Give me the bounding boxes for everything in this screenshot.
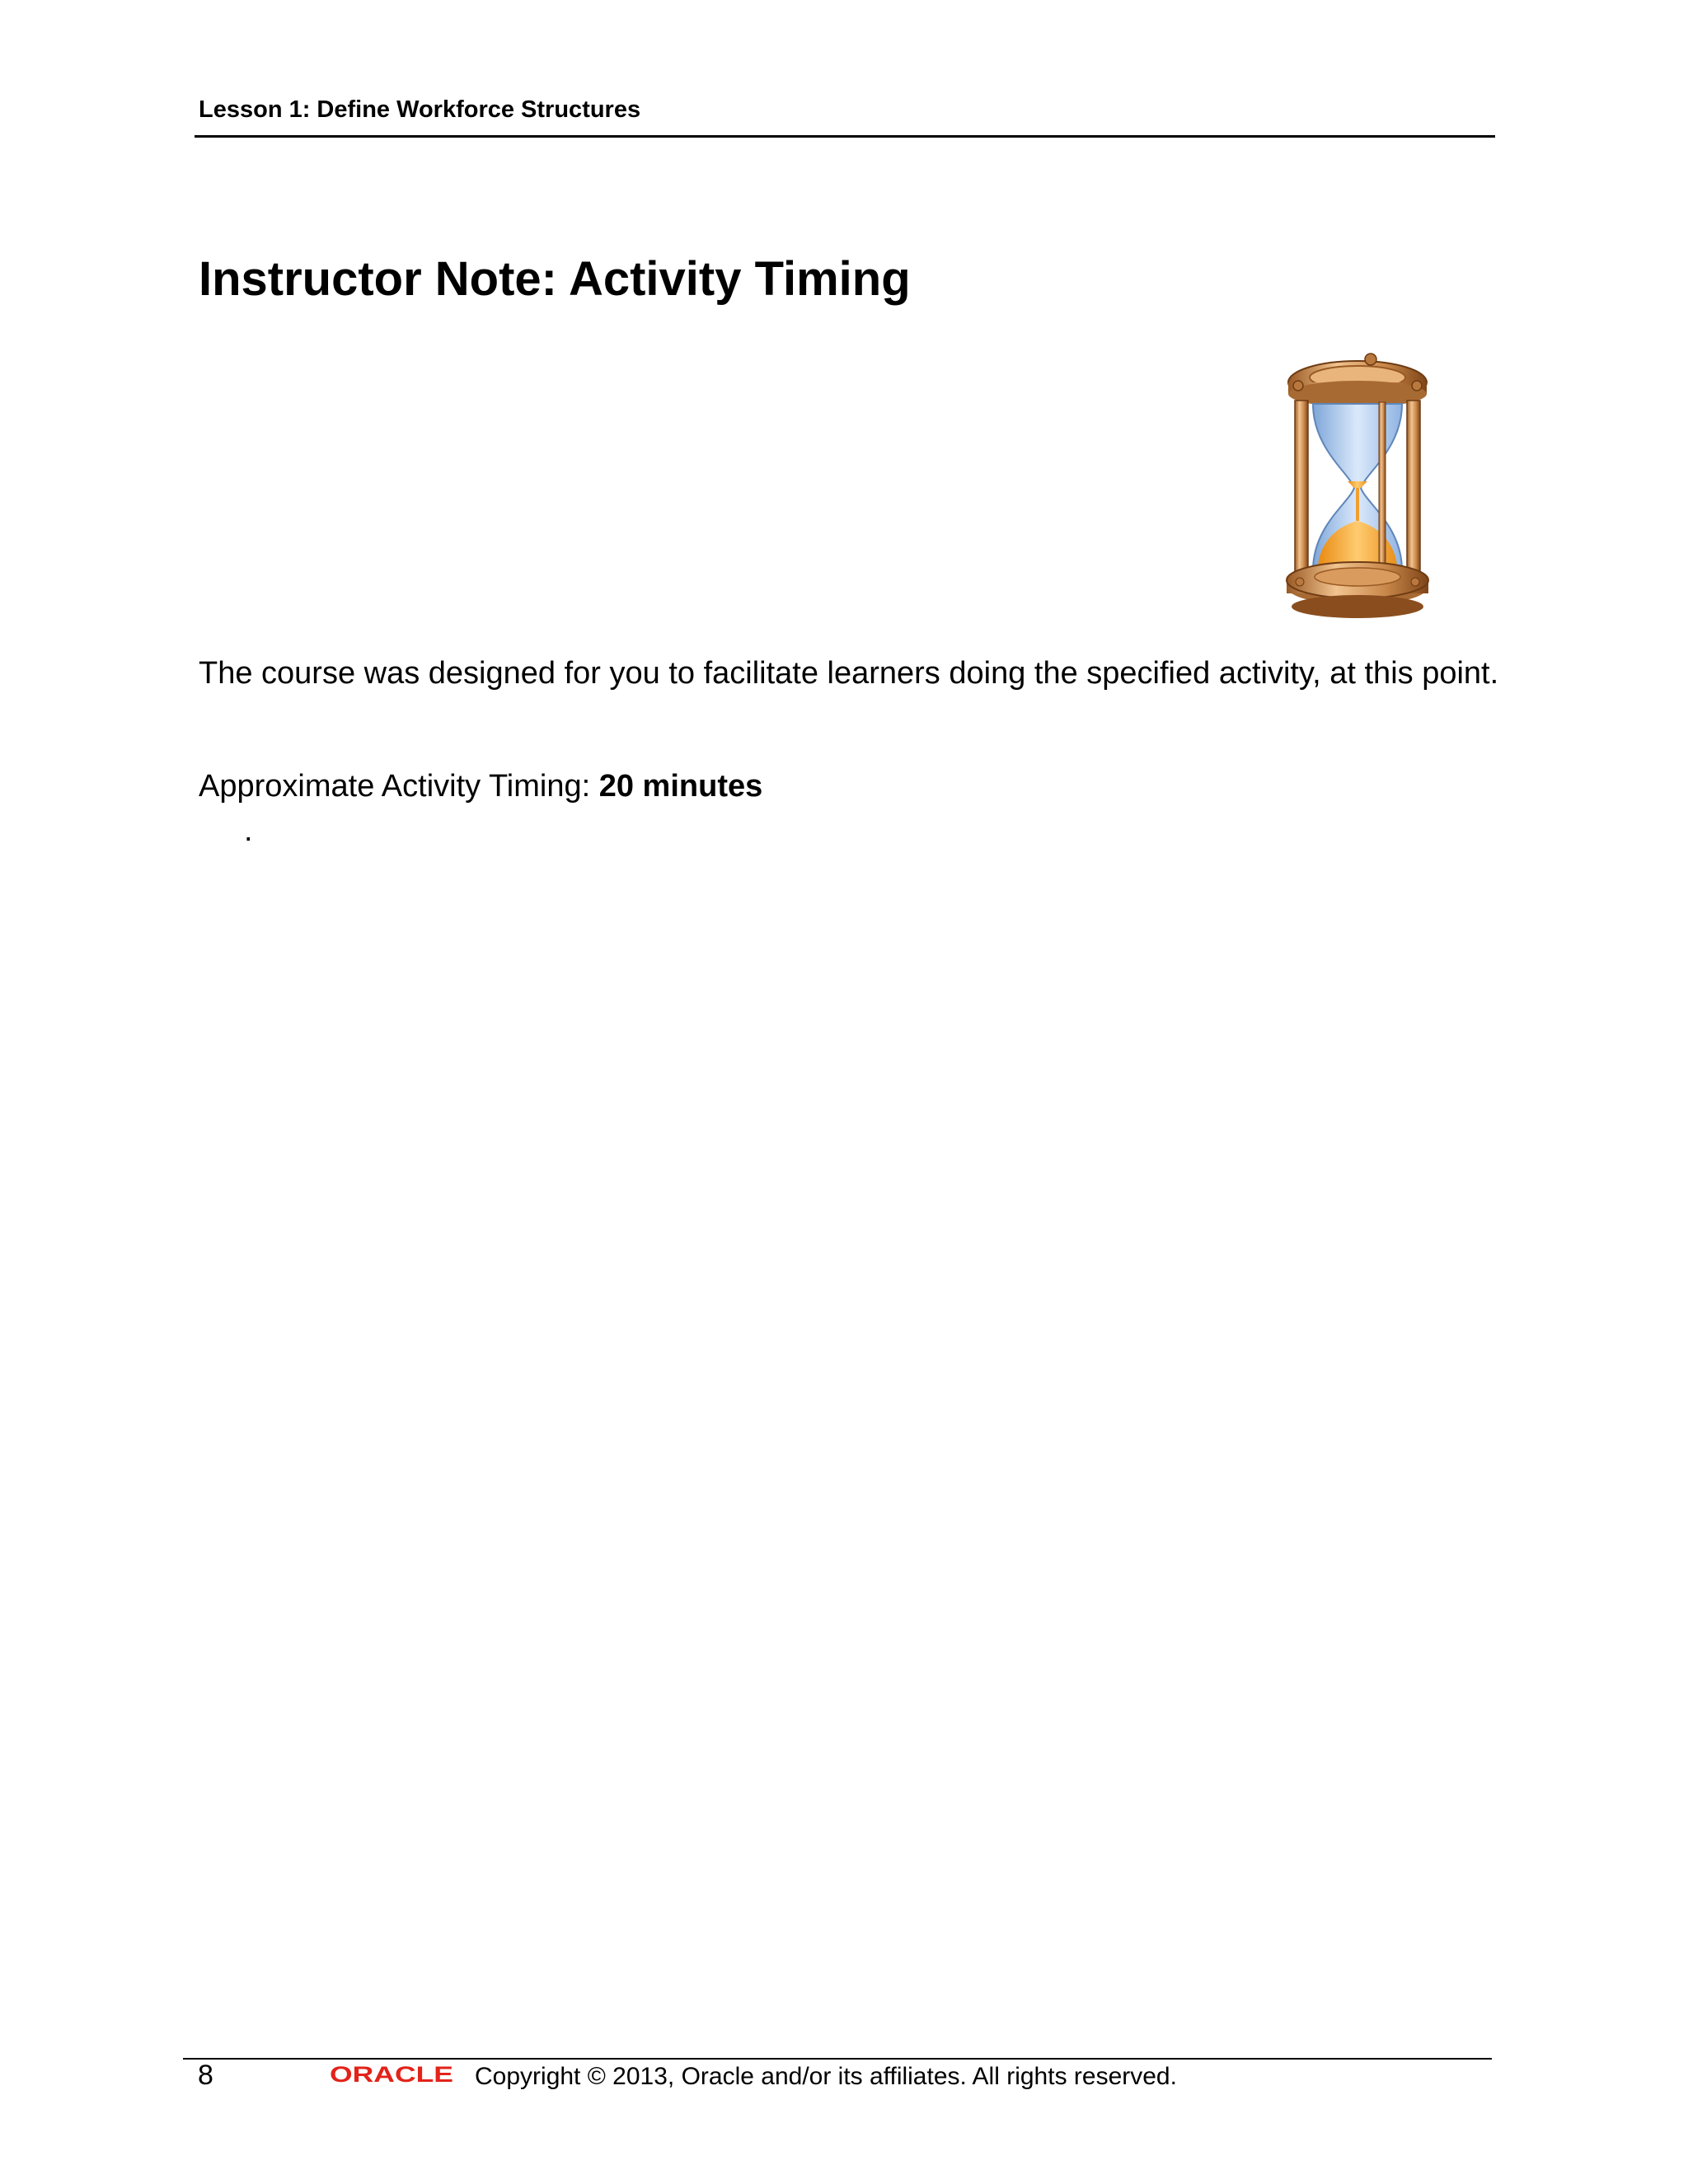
header-divider (195, 135, 1495, 138)
oracle-logo-text: ORACLE (330, 2062, 453, 2087)
running-header: Lesson 1: Define Workforce Structures (199, 96, 641, 123)
timing-label: Approximate Activity Timing: (199, 769, 599, 804)
copyright-notice: Copyright © 2013, Oracle and/or its affiliates. All rights reserved. (475, 2063, 1177, 2090)
timing-value: 20 minutes (598, 769, 763, 804)
oracle-logo (330, 2062, 462, 2087)
activity-timing (199, 767, 762, 805)
hourglass-icon (1282, 349, 1434, 621)
stray-period: . (244, 813, 253, 848)
page-title: Instructor Note: Activity Timing (199, 252, 911, 306)
footer-divider (183, 2058, 1492, 2060)
activity-description: The course was designed for you to facilitate learners doing the specified activity, at this point. (199, 656, 1499, 691)
page-number: 8 (198, 2060, 213, 2091)
